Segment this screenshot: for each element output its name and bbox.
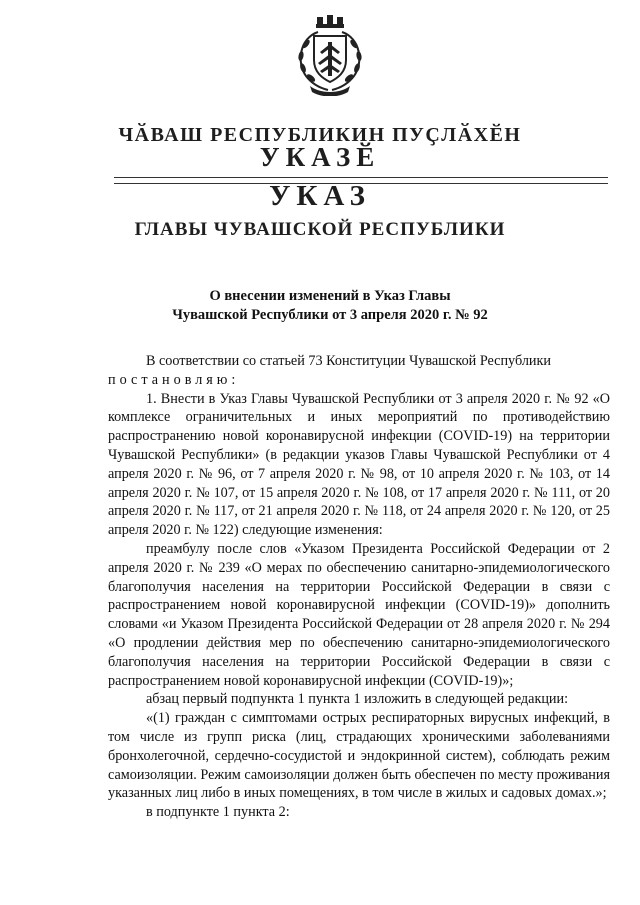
paragraph-subitem-amendment: абзац первый подпункта 1 пункта 1 изложить в следующей редакции: xyxy=(146,691,569,708)
decree-word: постановляю: xyxy=(108,371,240,388)
russian-decree-word: УКАЗ xyxy=(269,180,371,212)
paragraph-item-2-intro: в подпункте 1 пункта 2: xyxy=(146,804,290,821)
russian-head-line: ГЛАВЫ ЧУВАШСКОЙ РЕСПУБЛИКИ xyxy=(134,219,506,240)
document-body xyxy=(108,352,610,822)
chuvash-decree-word: УКАЗӖ xyxy=(259,142,381,172)
paragraph-item-1: 1. Внести в Указ Главы Чувашской Республики от 3 апреля 2020 г. № 92 «О комплексе ограничительных и иных мероприятий по противодействию распространению новой коронавирусной инфекции (COVID-19) на территории Чувашской Республики» (в редакции указов Главы Чувашской Республики от 4 апреля 2020 г. № 96, от 7 апреля 2020 г. № 98, от 10 апреля 2020 г. № 103, от 14 апреля 2020 г. № 107, от 15 апреля 2020 г. № 108, от 17 апреля 2020 г. № 111, от 20 апреля 2020 г. № 117, от 21 апреля 2020 г. № 118, от 24 апреля 2020 г. № 120, от 25 апреля 2020 г. № 122) следующие изменения: xyxy=(108,390,610,539)
paragraph-new-wording: «(1) граждан с симптомами острых респираторных вирусных инфекций, в том числе из групп риска (лиц, страдающих хроническими заболеваниями бронхолегочной, сердечно-сосудистой и эндокринной систем), соблюдать режим самоизоляции. Режим самоизоляции должен быть обеспечен по месту проживания указанных лиц либо в иных помещениях, в том числе в жилых и садовых домах.»; xyxy=(108,710,610,802)
paragraph-preamble: В соответствии со статьей 73 Конституции Чувашской Республики xyxy=(146,353,551,369)
document-title xyxy=(140,287,520,325)
document-title-line-1: О внесении изменений в Указ Главы xyxy=(209,288,451,304)
chuvash-header-line: ЧӐВАШ РЕСПУБЛИКИН ПУҪЛӐХӖН xyxy=(118,124,522,146)
paragraph-preamble-amendment: преамбулу после слов «Указом Президента Российской Федерации от 2 апреля 2020 г. № 239 «О мерах по обеспечению санитарно-эпидемиологического благополучия населения на территории Российской Федерации в связи с распространением новой коронавирусной инфекции (COVID-19)» дополнить словами «и Указом Президента Российской Федерации от 28 апреля 2020 г. № 294 «О продлении действия мер по обеспечению санитарно-эпидемиологического благополучия населения на территории Российской Федерации в связи с распространением новой коронавирусной инфекции (COVID-19)»; xyxy=(108,540,610,689)
emblem-of-chuvashia-icon xyxy=(290,14,370,96)
document-title-line-2: Чувашской Республики от 3 апреля 2020 г. № 92 xyxy=(172,307,488,323)
